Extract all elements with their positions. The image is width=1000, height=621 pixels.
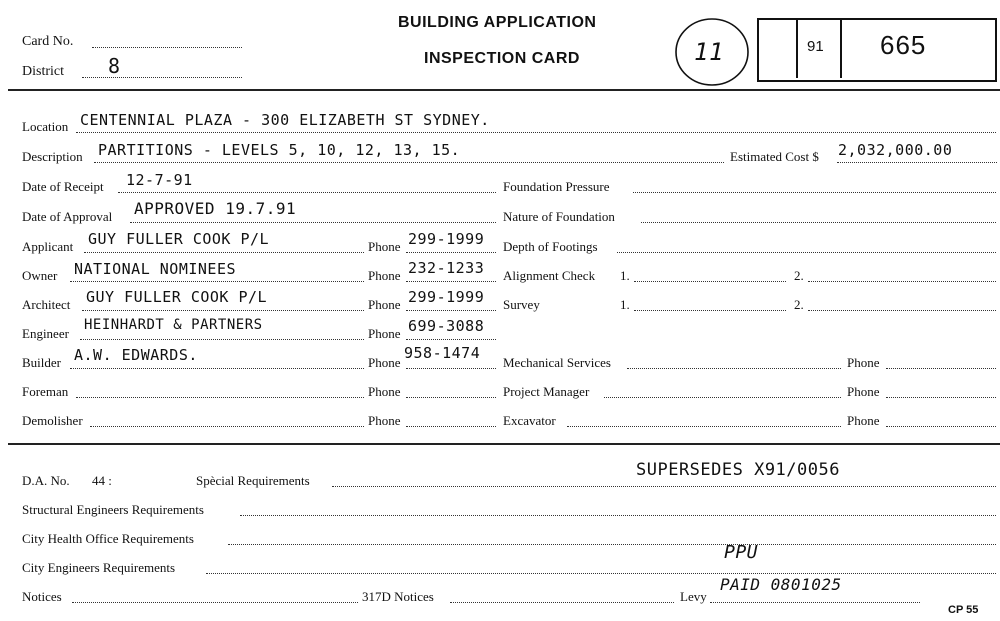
- excavator-phone-label: Phone: [847, 413, 880, 428]
- da-label: D.A. No.: [22, 473, 70, 488]
- receipt-label: Date of Receipt: [22, 179, 104, 194]
- project-manager-line: [604, 397, 841, 398]
- requirements-divider: [8, 443, 1000, 445]
- da-value: 44 :: [92, 473, 112, 488]
- header-divider: [8, 89, 1000, 91]
- nature-foundation-line: [641, 222, 996, 223]
- owner-phone-line: [406, 281, 496, 282]
- levy-label: Levy: [680, 589, 707, 604]
- alignment-num-2: 2.: [794, 268, 804, 283]
- city-engineers-line: [206, 573, 996, 574]
- engineer-label: Engineer: [22, 326, 69, 341]
- excavator-line: [567, 426, 841, 427]
- applicant-phone-label: Phone: [368, 239, 401, 254]
- applicant-line: [84, 252, 364, 253]
- applicant-phone: 299-1999: [408, 230, 485, 248]
- mechanical-label: Mechanical Services: [503, 355, 611, 370]
- structural-requirements-label: Structural Engineers Requirements: [22, 502, 204, 517]
- card-no-line: [92, 47, 242, 48]
- builder-label: Builder: [22, 355, 61, 370]
- foreman-line: [76, 397, 364, 398]
- depth-footings-line: [617, 252, 996, 253]
- notices-line: [72, 602, 358, 603]
- form-code: CP 55: [948, 604, 979, 616]
- builder-phone-label: Phone: [368, 355, 401, 370]
- demolisher-phone-label: Phone: [368, 413, 401, 428]
- applicant-value: GUY FULLER COOK P/L: [88, 230, 270, 248]
- builder-value: A.W. EDWARDS.: [74, 346, 198, 364]
- builder-phone-line: [406, 368, 496, 369]
- city-engineers-value: PPU: [724, 542, 759, 563]
- estimated-cost-value: 2,032,000.00: [838, 141, 953, 159]
- mechanical-line: [627, 368, 841, 369]
- alignment-num-1: 1.: [620, 268, 630, 283]
- card-number-divider-b: [840, 20, 842, 78]
- description-label: Description: [22, 149, 83, 164]
- mechanical-phone-line: [886, 368, 996, 369]
- district-label: District: [22, 64, 64, 79]
- notices-317d-line: [450, 602, 674, 603]
- owner-label: Owner: [22, 268, 58, 283]
- survey-label: Survey: [503, 297, 540, 312]
- project-manager-label: Project Manager: [503, 384, 590, 399]
- city-engineers-label: City Engineers Requirements: [22, 560, 176, 575]
- location-line: [76, 132, 996, 133]
- owner-value: NATIONAL NOMINEES: [74, 260, 237, 278]
- project-manager-phone-line: [886, 397, 996, 398]
- mechanical-phone-label: Phone: [847, 355, 880, 370]
- circled-note: 11: [694, 38, 724, 66]
- applicant-label: Applicant: [22, 239, 74, 254]
- survey-num-2: 2.: [794, 297, 804, 312]
- card-no-label: Card No.: [22, 34, 74, 49]
- alignment-line-2: [808, 281, 996, 282]
- excavator-label: Excavator: [503, 413, 556, 428]
- engineer-value: HEINHARDT & PARTNERS: [84, 317, 263, 333]
- architect-phone-line: [406, 310, 496, 311]
- description-line: [94, 162, 724, 163]
- levy-line: [710, 602, 920, 603]
- nature-foundation-label: Nature of Foundation: [503, 209, 615, 224]
- applicant-phone-line: [406, 252, 496, 253]
- form-title-line2: INSPECTION CARD: [424, 50, 580, 67]
- survey-line-2: [808, 310, 996, 311]
- survey-line-1: [634, 310, 786, 311]
- demolisher-phone-line: [406, 426, 496, 427]
- notices-317d-label: 317D Notices: [362, 589, 434, 604]
- project-manager-phone-label: Phone: [847, 384, 880, 399]
- alignment-check-label: Alignment Check: [503, 268, 596, 283]
- architect-line: [82, 310, 364, 311]
- estimated-cost-line: [837, 162, 997, 163]
- architect-phone: 299-1999: [408, 288, 485, 306]
- card-number: 665: [880, 30, 927, 60]
- receipt-value: 12-7-91: [126, 171, 193, 189]
- foundation-pressure-label: Foundation Pressure: [503, 179, 610, 194]
- location-label: Location: [22, 119, 69, 134]
- form-title-line1: BUILDING APPLICATION: [398, 14, 597, 31]
- architect-phone-label: Phone: [368, 297, 401, 312]
- engineer-phone-line: [406, 339, 496, 340]
- foreman-phone-label: Phone: [368, 384, 401, 399]
- architect-label: Architect: [22, 297, 71, 312]
- builder-phone: 958-1474: [404, 344, 481, 362]
- special-requirements-label: Spècial Requirements: [196, 473, 310, 488]
- demolisher-label: Demolisher: [22, 413, 83, 428]
- card-number-box: [757, 18, 997, 82]
- special-requirements-line: [332, 486, 996, 487]
- survey-num-1: 1.: [620, 297, 630, 312]
- special-requirements-value: SUPERSEDES X91/0056: [636, 460, 840, 480]
- location-value: CENTENNIAL PLAZA - 300 ELIZABETH ST SYDNEY.: [80, 111, 490, 129]
- approval-label: Date of Approval: [22, 209, 113, 224]
- engineer-line: [80, 339, 364, 340]
- engineer-phone-label: Phone: [368, 326, 401, 341]
- owner-line: [70, 281, 364, 282]
- depth-footings-label: Depth of Footings: [503, 239, 598, 254]
- alignment-line-1: [634, 281, 786, 282]
- health-requirements-label: City Health Office Requirements: [22, 531, 194, 546]
- architect-value: GUY FULLER COOK P/L: [86, 288, 268, 306]
- structural-requirements-line: [240, 515, 996, 516]
- excavator-phone-line: [886, 426, 996, 427]
- owner-phone: 232-1233: [408, 259, 485, 277]
- approval-value: APPROVED 19.7.91: [134, 199, 297, 218]
- health-requirements-line: [228, 544, 996, 545]
- builder-line: [70, 368, 364, 369]
- receipt-line: [118, 192, 496, 193]
- description-value: PARTITIONS - LEVELS 5, 10, 12, 13, 15.: [98, 141, 461, 159]
- demolisher-line: [90, 426, 364, 427]
- engineer-phone: 699-3088: [408, 317, 485, 335]
- approval-line: [130, 222, 496, 223]
- owner-phone-label: Phone: [368, 268, 401, 283]
- foreman-label: Foreman: [22, 384, 69, 399]
- foundation-pressure-line: [633, 192, 996, 193]
- district-value: 8: [108, 54, 121, 78]
- card-number-divider-a: [796, 20, 798, 78]
- levy-value: PAID 0801025: [720, 575, 842, 594]
- card-number-series: 91: [807, 38, 824, 55]
- estimated-cost-label: Estimated Cost $: [730, 149, 819, 164]
- district-line: [82, 77, 242, 78]
- foreman-phone-line: [406, 397, 496, 398]
- notices-label: Notices: [22, 589, 62, 604]
